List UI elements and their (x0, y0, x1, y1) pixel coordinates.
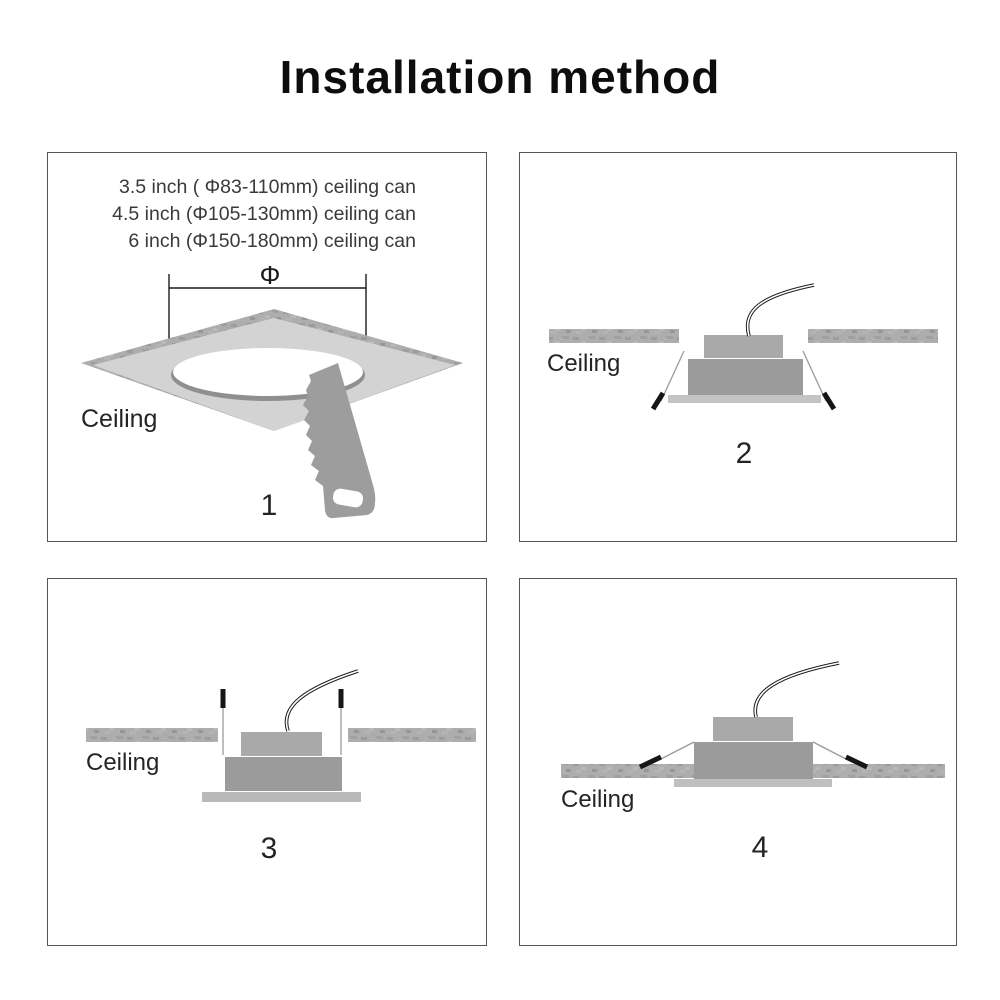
trim-plate (202, 792, 361, 802)
step1-diagram (48, 153, 486, 541)
trim-plate (668, 395, 821, 403)
step3-diagram (48, 579, 486, 945)
step-number: 4 (751, 831, 769, 864)
size-option-line-3: 6 inch (Φ150-180mm) ceiling can (128, 230, 416, 252)
ceiling-label: Ceiling (547, 350, 621, 377)
ceiling-strip-left (561, 764, 694, 778)
step-number: 2 (735, 437, 753, 470)
size-option-line-1: 3.5 inch ( Φ83-110mm) ceiling can (119, 176, 416, 198)
panel-step-3 (47, 578, 487, 946)
step2-diagram (520, 153, 956, 541)
fixture-body (225, 757, 342, 791)
trim-plate (674, 779, 832, 787)
ceiling-strip-right (348, 728, 476, 742)
power-cable (748, 285, 814, 336)
step4-diagram (520, 579, 956, 945)
panel-step-1 (47, 152, 487, 542)
spring-clip-right (813, 742, 867, 767)
downlight-fixture (674, 717, 832, 787)
fixture-body (688, 359, 803, 395)
panel-step-2 (519, 152, 957, 542)
ceiling-label: Ceiling (86, 749, 160, 776)
downlight-fixture (202, 732, 361, 802)
power-cable (286, 671, 358, 731)
ceiling-strip-left (549, 329, 679, 343)
diameter-symbol-label: Φ (259, 260, 281, 290)
ceiling-strip-right (808, 329, 938, 343)
driver-box (704, 335, 783, 358)
fixture-body (694, 742, 813, 779)
page-title: Installation method (279, 51, 721, 103)
spring-clip-left (640, 742, 694, 767)
step-number: 1 (260, 489, 278, 522)
size-option-line-2: 4.5 inch (Φ105-130mm) ceiling can (112, 203, 416, 225)
panel-step-4 (519, 578, 957, 946)
ceiling-strip-right (813, 764, 945, 778)
power-cable (755, 663, 839, 717)
driver-box (241, 732, 322, 756)
driver-box (713, 717, 793, 741)
ceiling-label: Ceiling (561, 786, 635, 813)
step-number: 3 (260, 832, 278, 865)
ceiling-strip-left (86, 728, 218, 742)
ceiling-label: Ceiling (81, 405, 158, 433)
downlight-fixture (668, 335, 821, 403)
